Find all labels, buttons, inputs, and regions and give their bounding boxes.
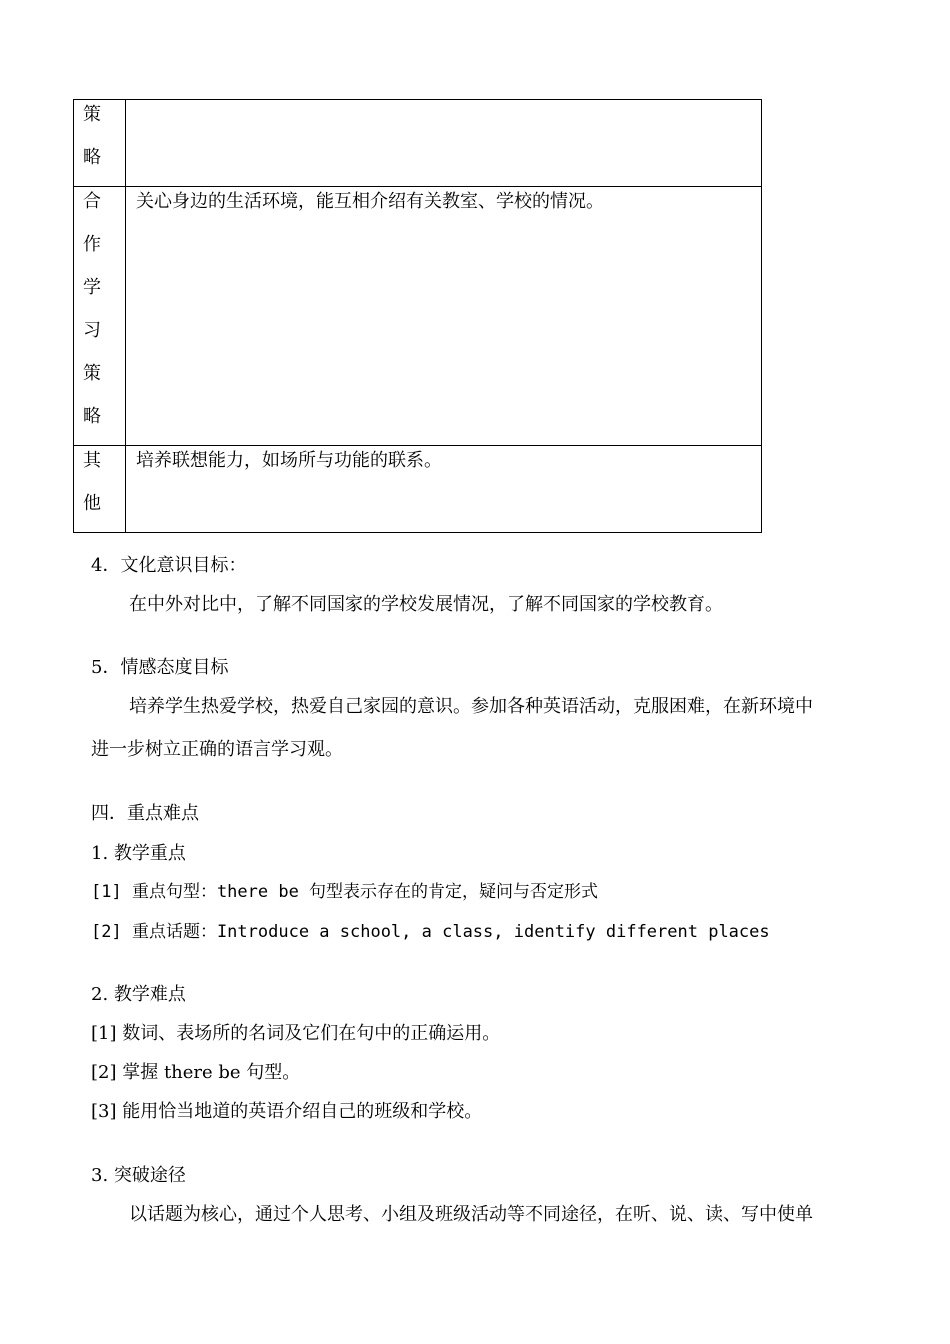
row-content: 培养联想能力，如场所与功能的联系。 xyxy=(136,450,442,471)
table-row xyxy=(74,100,762,187)
teaching-focus-heading: 1. 教学重点 xyxy=(91,843,186,864)
emotion-heading: 5．情感态度目标 xyxy=(91,657,229,678)
key-points-heading: 四．重点难点 xyxy=(91,803,199,824)
emotion-text-continued: 进一步树立正确的语言学习观。 xyxy=(91,739,343,760)
strategy-table xyxy=(73,99,762,533)
label-char: 他 xyxy=(83,493,101,514)
culture-heading: 4．文化意识目标： xyxy=(91,555,247,576)
emotion-text: 培养学生热爱学校，热爱自己家园的意识。参加各种英语活动，克服困难，在新环境中 xyxy=(129,696,813,717)
focus-item: [1] 重点句型：there be 句型表示存在的肯定，疑问与否定形式 xyxy=(91,882,599,902)
label-char: 策 xyxy=(83,104,101,125)
row-content: 关心身边的生活环境，能互相介绍有关教室、学校的情况。 xyxy=(136,191,604,212)
row-label-cell xyxy=(74,446,126,533)
label-char: 习 xyxy=(83,320,101,341)
difficulty-item: [3] 能用恰当地道的英语介绍自己的班级和学校。 xyxy=(91,1101,483,1122)
label-char: 作 xyxy=(83,234,101,255)
difficulty-item: [1] 数词、表场所的名词及它们在句中的正确运用。 xyxy=(91,1023,501,1044)
label-char: 略 xyxy=(83,406,101,427)
culture-text: 在中外对比中，了解不同国家的学校发展情况，了解不同国家的学校教育。 xyxy=(129,594,723,615)
label-char: 策 xyxy=(83,363,101,384)
label-char: 合 xyxy=(83,191,101,212)
label-char: 学 xyxy=(83,277,101,298)
teaching-difficulty-heading: 2. 教学难点 xyxy=(91,984,186,1005)
breakthrough-text: 以话题为核心，通过个人思考、小组及班级活动等不同途径，在听、说、读、写中使单 xyxy=(129,1204,813,1225)
row-label-cell xyxy=(74,100,126,187)
row-label-cell xyxy=(74,187,126,446)
table-row xyxy=(74,187,762,446)
breakthrough-heading: 3. 突破途径 xyxy=(91,1165,186,1186)
row-content-cell xyxy=(126,100,762,187)
difficulty-item: [2] 掌握 there be 句型。 xyxy=(91,1062,301,1083)
label-char: 其 xyxy=(83,450,101,471)
row-content-cell xyxy=(126,446,762,533)
label-char: 略 xyxy=(83,147,101,168)
row-content-cell xyxy=(126,187,762,446)
table-row xyxy=(74,446,762,533)
focus-item: [2] 重点话题：Introduce a school, a class, identify different places xyxy=(91,922,770,942)
